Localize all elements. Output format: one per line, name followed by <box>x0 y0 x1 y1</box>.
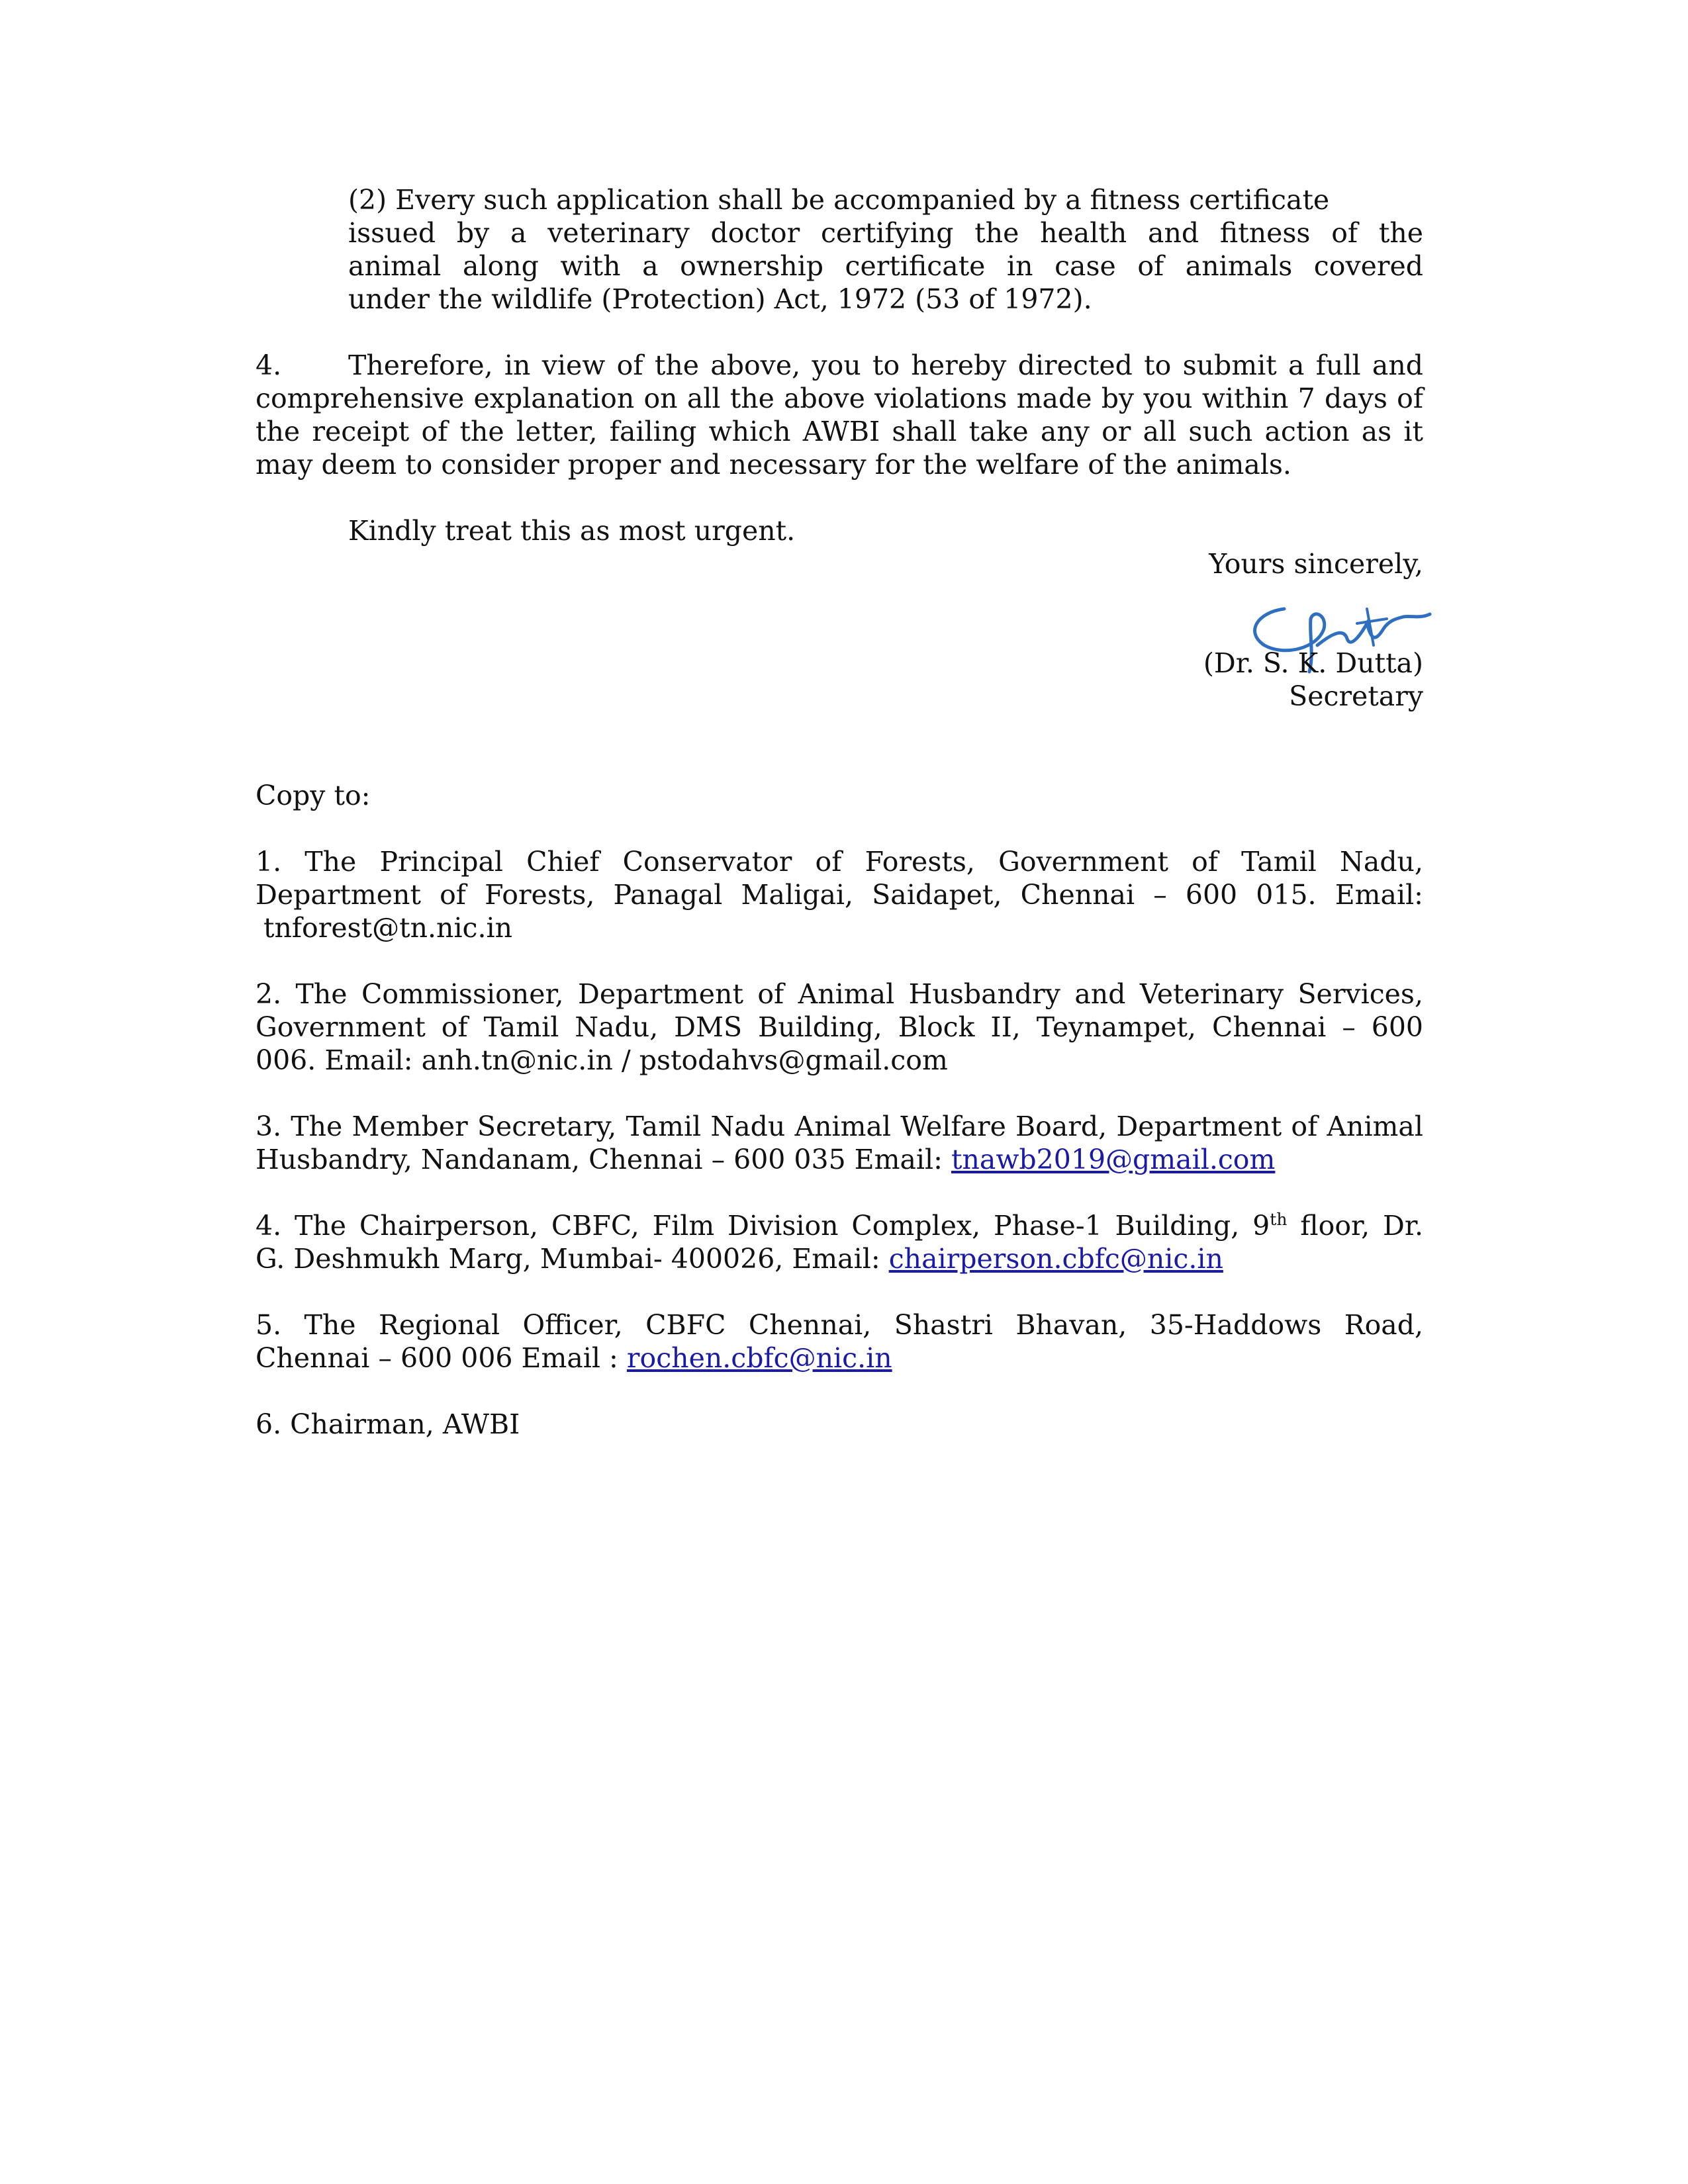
copy-item-6: 6. Chairman, AWBI <box>256 1408 520 1440</box>
copy-item-5-address: Chennai – 600 006 Email : <box>256 1342 627 1374</box>
copy-item-5-line-1: 5. The Regional Officer, CBFC Chennai, Shastri Bhavan, 35-Haddows Road, <box>256 1309 1423 1341</box>
copy-item-4-text: 4. The Chairperson, CBFC, Film Division Complex, Phase-1 Building, 9 <box>256 1210 1270 1242</box>
copy-item-4-line-2 <box>256 1242 1223 1275</box>
email-link-tnawb[interactable]: tnawb2019@gmail.com <box>951 1144 1276 1175</box>
copy-to-heading: Copy to: <box>256 780 371 811</box>
para2-line-4: under the wildlife (Protection) Act, 1972 (53 of 1972). <box>348 283 1092 315</box>
copy-item-1-line-2: Department of Forests, Panagal Maligai, Saidapet, Chennai – 600 015. Email: <box>256 879 1423 911</box>
signatory-title: Secretary <box>1289 680 1423 712</box>
para2-line-3: animal along with a ownership certificate in case of animals covered <box>348 250 1423 282</box>
email-link-rochen-cbfc[interactable]: rochen.cbfc@nic.in <box>626 1342 892 1374</box>
copy-item-2-line-3: 006. Email: anh.tn@nic.in / pstodahvs@gmail.com <box>256 1044 948 1076</box>
copy-item-1-line-1: 1. The Principal Chief Conservator of Forests, Government of Tamil Nadu, <box>256 846 1423 878</box>
para4-number: 4. <box>256 349 282 381</box>
copy-item-2-line-2: Government of Tamil Nadu, DMS Building, Block II, Teynampet, Chennai – 600 <box>256 1011 1423 1043</box>
para2-line-1: (2) Every such application shall be accompanied by a fitness certificate <box>348 184 1330 216</box>
urgent-note: Kindly treat this as most urgent. <box>348 515 796 547</box>
copy-item-2-line-1: 2. The Commissioner, Department of Animal Husbandry and Veterinary Services, <box>256 978 1423 1010</box>
copy-item-4-line-1 <box>256 1209 1423 1242</box>
para2-line-2: issued by a veterinary doctor certifying the health and fitness of the <box>348 217 1423 249</box>
closing-salutation: Yours sincerely, <box>1209 548 1423 580</box>
para4-line-4: may deem to consider proper and necessary for the welfare of the animals. <box>256 449 1291 480</box>
copy-item-3-line-2 <box>256 1143 1275 1176</box>
ordinal-suffix: th <box>1270 1210 1288 1229</box>
copy-item-1-email: tnforest@tn.nic.in <box>263 912 513 944</box>
email-link-chairperson-cbfc[interactable]: chairperson.cbfc@nic.in <box>888 1243 1223 1275</box>
signatory-name: (Dr. S. K. Dutta) <box>1203 647 1423 679</box>
copy-item-4-address: G. Deshmukh Marg, Mumbai- 400026, Email: <box>256 1243 889 1275</box>
copy-item-3-line-1: 3. The Member Secretary, Tamil Nadu Animal Welfare Board, Department of Animal <box>256 1111 1423 1142</box>
copy-item-5-line-2 <box>256 1342 892 1375</box>
para4-line-3: the receipt of the letter, failing which AWBI shall take any or all such action as it <box>256 416 1423 447</box>
copy-item-3-address: Husbandry, Nandanam, Chennai – 600 035 Email: <box>256 1144 952 1175</box>
para4-line-1: Therefore, in view of the above, you to hereby directed to submit a full and <box>348 349 1423 381</box>
copy-item-4-text-end: floor, Dr. <box>1287 1210 1423 1242</box>
para4-line-2: comprehensive explanation on all the above violations made by you within 7 days of <box>256 383 1423 414</box>
